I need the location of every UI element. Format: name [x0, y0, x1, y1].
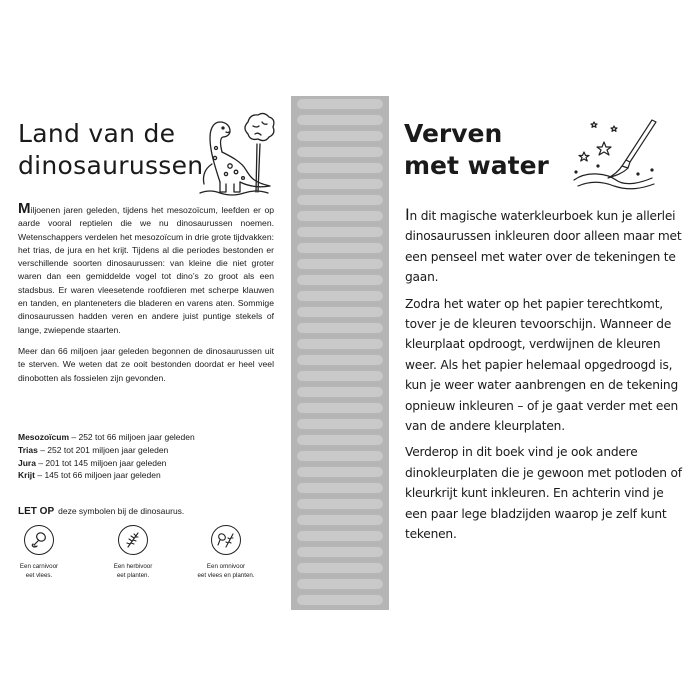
binding-ridge	[297, 211, 383, 221]
symbol-caption: eet planten.	[116, 572, 150, 579]
period-name: Mesozoïcum	[18, 432, 70, 442]
diet-symbols	[18, 525, 280, 595]
binding-ridge	[297, 419, 383, 429]
binding-ridge	[297, 403, 383, 413]
binding-ridge	[297, 451, 383, 461]
binding-ridge	[297, 291, 383, 301]
period-range: – 145 tot 66 miljoen jaar geleden	[35, 470, 161, 481]
symbol-caption: eet vlees.	[25, 572, 53, 579]
binding-ridge	[297, 163, 383, 173]
symbol-caption: Een carnivoor	[19, 563, 59, 570]
note-label: LET OP	[18, 506, 55, 517]
binding-ridge	[297, 531, 383, 541]
symbol-carnivore	[1, 525, 77, 580]
period-list	[18, 431, 274, 482]
binding-ridge	[297, 467, 383, 477]
book-binding	[291, 96, 389, 610]
binding-ridge	[297, 307, 383, 317]
intro-paragraph	[405, 205, 682, 288]
binding-ridge	[297, 243, 383, 253]
note-text: deze symbolen bij de dinosaurus.	[58, 506, 185, 516]
symbol-caption: Een omnivoor	[206, 563, 246, 570]
binding-ridge	[297, 355, 383, 365]
instructions-paragraph: Zodra het water op het papier terechtkomt, tover je de kleuren tevoorschijn. Wanneer de kleurplaat opdroogt, verdwijnen de kleuren weer. Als het papier helemaal opgedroogd is, kun je weer water aanbrengen en de tekening opnieuw inkleuren – of je gaat verder met een van de andere kleurplaten.	[405, 296, 679, 434]
binding-ridges	[291, 96, 389, 610]
dinosaur-illustration	[180, 104, 275, 196]
intro-text: n dit magische waterkleurboek kun je allerlei dinosaurussen inkleuren door alleen maar met een penseel met water over de tekeningen te gaan.	[405, 209, 682, 285]
period-item	[18, 457, 274, 470]
binding-ridge	[297, 483, 383, 493]
binding-ridge	[297, 499, 383, 509]
binding-ridge	[297, 595, 383, 605]
intro-text: iljoenen jaren geleden, tijdens het mesozoïcum, leefden er op aarde vooral reptielen die we nu dinosaurussen noemen. Wetenschappers verdelen het mesozoïcum in drie grote tijdvakken: het trias, de jura en het krijt. Tijdens al die periodes bestonden er verschillende soorten dinosaurussen: van kleine die niet groter waren dan een gemiddelde vogel tot dino’s zo groot als een stadsbus. Er waren vleesetende roofdieren met scherpe klauwen en tanden, en planteneters die bladeren en varens aten. Sommige dinosaurussen hadden veren en andere juist puntige stekels of lange, zwiepende staarten.	[18, 205, 274, 335]
binding-ridge	[297, 147, 383, 157]
more-pages-paragraph: Verderop in dit boek vind je ook andere dinokleurplaten die je gewoon met potloden of kleurkrijt kunt inkleuren. En achterin vind je een paar lege bladzijden waarop je zelf kunt tekenen.	[405, 445, 682, 542]
note-line	[18, 506, 184, 517]
binding-ridge	[297, 259, 383, 269]
binding-ridge	[297, 515, 383, 525]
fern-leaf-icon	[118, 525, 148, 555]
binding-ridge	[297, 195, 383, 205]
period-name: Krijt	[18, 470, 35, 481]
period-item	[18, 469, 274, 482]
right-page-title	[404, 118, 574, 182]
symbol-caption: Een herbivoor	[113, 563, 153, 570]
period-name: Jura	[18, 457, 36, 468]
binding-ridge	[297, 131, 383, 141]
binding-ridge	[297, 99, 383, 109]
symbol-caption: eet vlees en planten.	[197, 572, 255, 579]
period-range: – 252 tot 201 miljoen jaar geleden	[37, 444, 169, 455]
binding-ridge	[297, 563, 383, 573]
drop-cap: I	[405, 205, 410, 224]
binding-ridge	[297, 115, 383, 125]
paintbrush-illustration	[568, 118, 664, 192]
period-range: – 252 tot 66 miljoen jaar geleden	[69, 432, 195, 442]
binding-ridge	[297, 227, 383, 237]
drop-cap: M	[18, 200, 31, 217]
right-page-body	[405, 205, 682, 551]
period-name: Trias	[18, 444, 38, 455]
binding-ridge	[297, 179, 383, 189]
drumstick-icon	[24, 525, 54, 555]
symbol-omnivore	[188, 525, 264, 580]
extinction-paragraph: Meer dan 66 miljoen jaar geleden begonnen de dinosaurussen uit te sterven. We weten dat ze ooit bestonden doordat er heel veel dinobotten als fossielen zijn gevonden.	[18, 345, 274, 383]
binding-ridge	[297, 547, 383, 557]
binding-ridge	[297, 275, 383, 285]
title-line: Verven	[404, 119, 503, 148]
period-range: – 201 tot 145 miljoen jaar geleden	[35, 457, 167, 468]
binding-ridge	[297, 323, 383, 333]
period-item	[18, 444, 274, 457]
binding-ridge	[297, 339, 383, 349]
binding-ridge	[297, 387, 383, 397]
left-page-body	[18, 200, 274, 393]
binding-ridge	[297, 435, 383, 445]
symbol-herbivore	[95, 525, 171, 580]
title-line: met water	[404, 151, 549, 180]
drumstick-and-fern-icon	[211, 525, 241, 555]
binding-ridge	[297, 371, 383, 381]
left-page-title: Land van de dinosaurussen	[18, 119, 204, 180]
period-item	[18, 431, 274, 444]
intro-paragraph	[18, 200, 274, 337]
binding-ridge	[297, 579, 383, 589]
